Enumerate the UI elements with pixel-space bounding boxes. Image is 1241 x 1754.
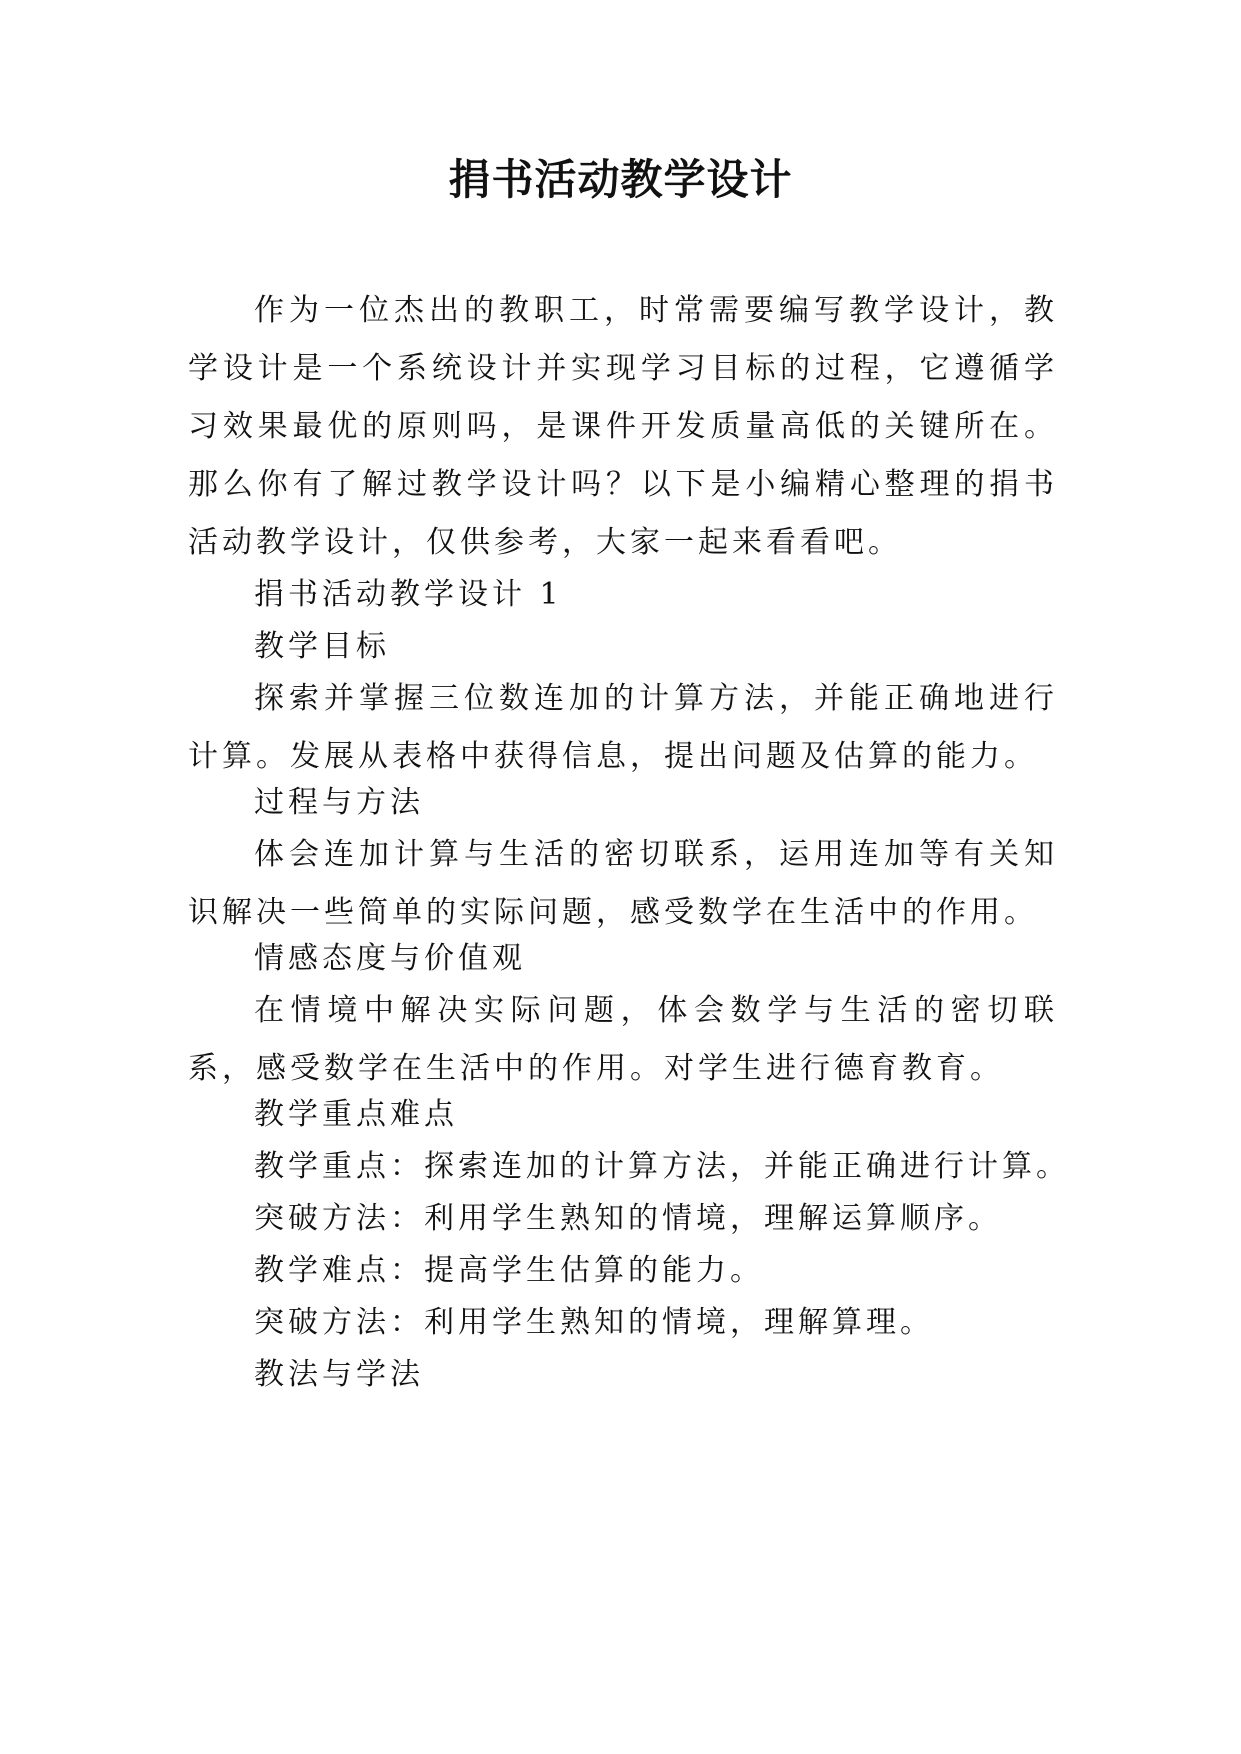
key-point-line: 教学重点：探索连加的计算方法，并能正确进行计算。 — [254, 1149, 1070, 1184]
difficult-method-line: 突破方法：利用学生熟知的情境，理解算理。 — [254, 1305, 934, 1340]
goals-paragraph: 探索并掌握三位数连加的计算方法，并能正确地进行计算。发展从表格中获得信息，提出问题及估算的能力。 — [188, 681, 1058, 774]
section-title: 捐书活动教学设计 1 — [254, 577, 563, 612]
key-method-line: 突破方法：利用学生熟知的情境，理解运算顺序。 — [254, 1201, 1002, 1236]
intro-paragraph: 作为一位杰出的教职工，时常需要编写教学设计，教学设计是一个系统设计并实现学习目标的过程，它遵循学习效果最优的原则吗，是课件开发质量高低的关键所在。那么你有了解过教学设计吗？以下是小编精心整理的捐书活动教学设计，仅供参考，大家一起来看看吧。 — [188, 293, 1058, 560]
document-title: 捐书活动教学设计 — [448, 155, 793, 204]
heading-process: 过程与方法 — [254, 785, 424, 820]
heading-goals: 教学目标 — [254, 629, 390, 664]
heading-emotion: 情感态度与价值观 — [254, 941, 526, 976]
heading-methods: 教法与学法 — [254, 1357, 424, 1392]
emotion-paragraph: 在情境中解决实际问题，体会数学与生活的密切联系，感受数学在生活中的作用。对学生进行德育教育。 — [188, 993, 1058, 1086]
process-paragraph: 体会连加计算与生活的密切联系，运用连加等有关知识解决一些简单的实际问题，感受数学在生活中的作用。 — [188, 837, 1058, 930]
difficult-point-line: 教学难点：提高学生估算的能力。 — [254, 1253, 764, 1288]
heading-key-points: 教学重点难点 — [254, 1097, 458, 1132]
